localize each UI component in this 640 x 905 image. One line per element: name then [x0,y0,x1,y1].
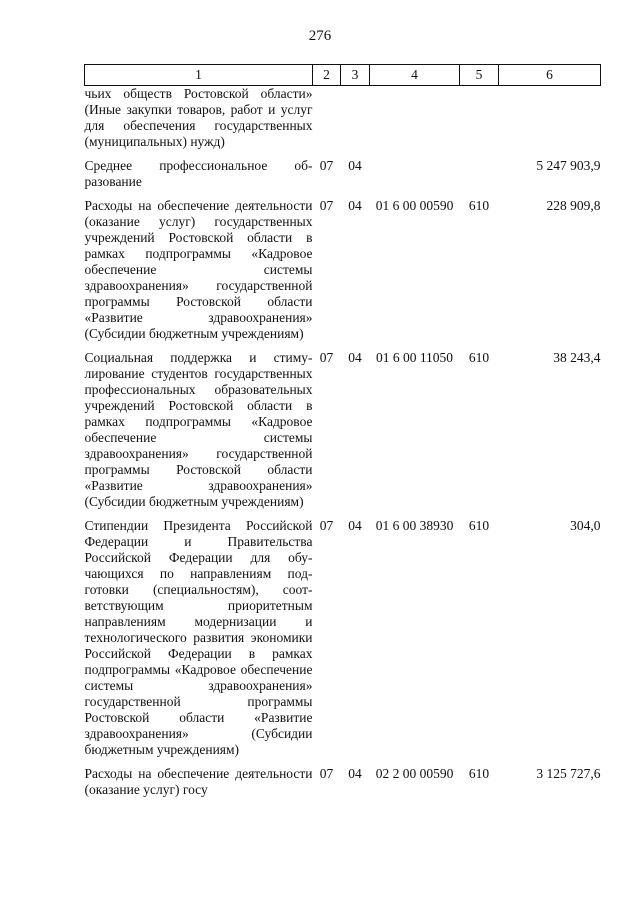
row-subsection: 04 [348,198,362,213]
row-section: 07 [319,198,334,213]
budget-table [84,64,601,806]
table-row [85,86,601,159]
col-header-target-article: 4 [370,65,460,86]
col-header-amount: 6 [499,65,601,86]
col-header-section: 2 [313,65,341,86]
row-target-article: 01 6 00 11050 [375,350,454,365]
row-description: Стипендии Президента Российской Федерации и Правительства Российской Федерации для обучающихся по направлениям подготовки (специальностям), соответствующим приоритетным направлениям модернизации и технологического развития экономики Российской Федерации в рамках подпрограммы «Кадровое обеспечение системы здравоохранения» государственной программы Ростовской области «Развитие здравоохранения» (Субсидии бюджетным учреждениям) [84,518,313,757]
row-section: 07 [319,350,334,365]
row-subsection [341,86,370,159]
row-description: Социальная поддержка и стимулирование студентов государственных профессиональных образовательных учреждений Ростовской области в рамках подпрограммы «Кадровое обеспечение системы здравоохранения» государственной программы Ростовской области «Развитие здравоохранения» (Субсидии бюджетным учреждениям) [84,350,313,509]
row-amount: 3 125 727,6 [536,766,601,781]
row-expense-type: 610 [468,766,490,781]
row-amount: 304,0 [570,518,601,533]
row-amount: 5 247 903,9 [536,158,601,173]
table-row [85,350,601,518]
row-amount: 228 909,8 [546,198,601,213]
row-subsection: 04 [348,158,362,173]
col-header-expense-type: 5 [460,65,499,86]
row-section [313,86,341,159]
row-description: Среднее профессиональное образование [84,158,313,189]
row-section: 07 [319,158,334,173]
row-section: 07 [319,518,334,533]
row-expense-type: 610 [468,518,490,533]
row-description: Расходы на обеспечение деятельности (оказание услуг) государственных учреждений Ростовской области в рамках подпрограммы «Кадровое обеспечение системы здравоохранения» государственной программы Ростовской области «Развитие здравоохранения» (Субсидии бюджетным учреждениям) [84,198,313,341]
row-subsection: 04 [348,350,362,365]
row-target-article: 01 6 00 38930 [375,518,454,533]
row-target-article [370,86,460,159]
row-description: Расходы на обеспечение деятельности (оказание услуг) госу [84,766,313,797]
row-target-article: 01 6 00 00590 [375,198,454,213]
row-expense-type: 610 [468,198,490,213]
table-row [85,766,601,806]
row-description: чьих обществ Ростовской области» (Иные закупки товаров, работ и услуг для обеспечения государственных (муниципальных) нужд) [84,86,313,149]
row-target-article: 02 2 00 00590 [375,766,454,781]
row-amount: 38 243,4 [553,350,601,365]
row-expense-type [460,158,499,198]
row-subsection: 04 [348,766,362,781]
table-row [85,198,601,350]
row-expense-type [460,86,499,159]
table-row [85,158,601,198]
row-target-article [370,158,460,198]
row-subsection: 04 [348,518,362,533]
col-header-subsection: 3 [341,65,370,86]
row-section: 07 [319,766,334,781]
row-expense-type: 610 [468,350,490,365]
row-amount [499,86,601,159]
table-header [85,65,601,86]
table-row [85,518,601,766]
col-header-description: 1 [85,65,313,86]
page-number: 276 [308,28,332,44]
